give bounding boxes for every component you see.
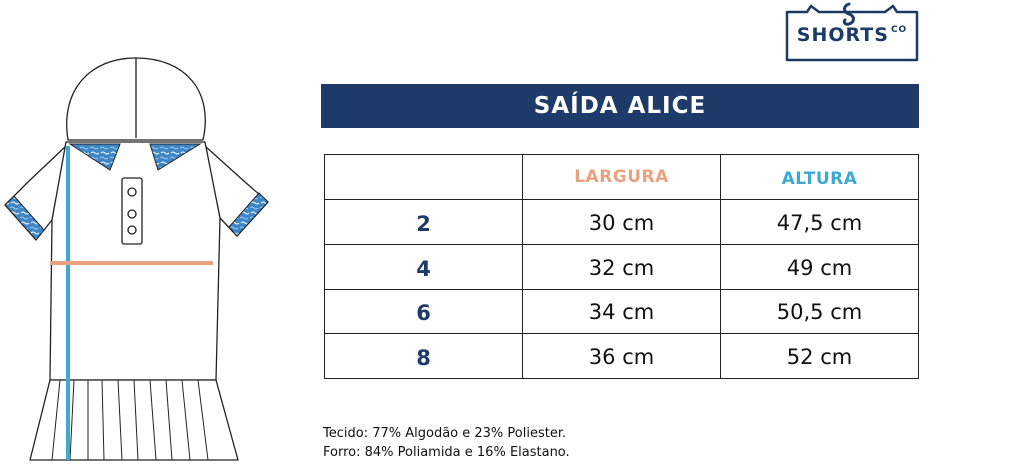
- size-table: [324, 154, 919, 379]
- button-icon: [128, 188, 136, 196]
- largura-value: 36 cm: [523, 334, 721, 379]
- largura-value: 34 cm: [523, 289, 721, 334]
- header-altura: ALTURA: [721, 155, 919, 200]
- logo-wordmark: SHORTS $^{CO}$: [796, 24, 908, 46]
- table-row: [325, 289, 919, 334]
- altura-value: 49 cm: [721, 244, 919, 289]
- largura-value: 30 cm: [523, 200, 721, 245]
- table-header-row: [325, 155, 919, 200]
- altura-value: 52 cm: [721, 334, 919, 379]
- fabric-notes: [323, 424, 570, 462]
- size-label: 8: [325, 334, 523, 379]
- table-row: [325, 200, 919, 245]
- size-label: 4: [325, 244, 523, 289]
- button-icon: [128, 226, 136, 234]
- header-largura: LARGURA: [523, 155, 721, 200]
- altura-value: 47,5 cm: [721, 200, 919, 245]
- size-label: 2: [325, 200, 523, 245]
- brand-logo: [783, 2, 921, 62]
- size-label: 6: [325, 289, 523, 334]
- button-icon: [128, 210, 136, 218]
- product-title: SAÍDA ALICE: [321, 84, 919, 128]
- largura-value: 32 cm: [523, 244, 721, 289]
- table-row: [325, 334, 919, 379]
- header-empty: [325, 155, 523, 200]
- forro-note: Forro: 84% Poliamida e 16% Elastano.: [323, 445, 570, 460]
- table-row: [325, 244, 919, 289]
- altura-value: 50,5 cm: [721, 289, 919, 334]
- tecido-note: Tecido: 77% Algodão e 23% Poliester.: [323, 426, 567, 441]
- garment-illustration: [0, 50, 275, 464]
